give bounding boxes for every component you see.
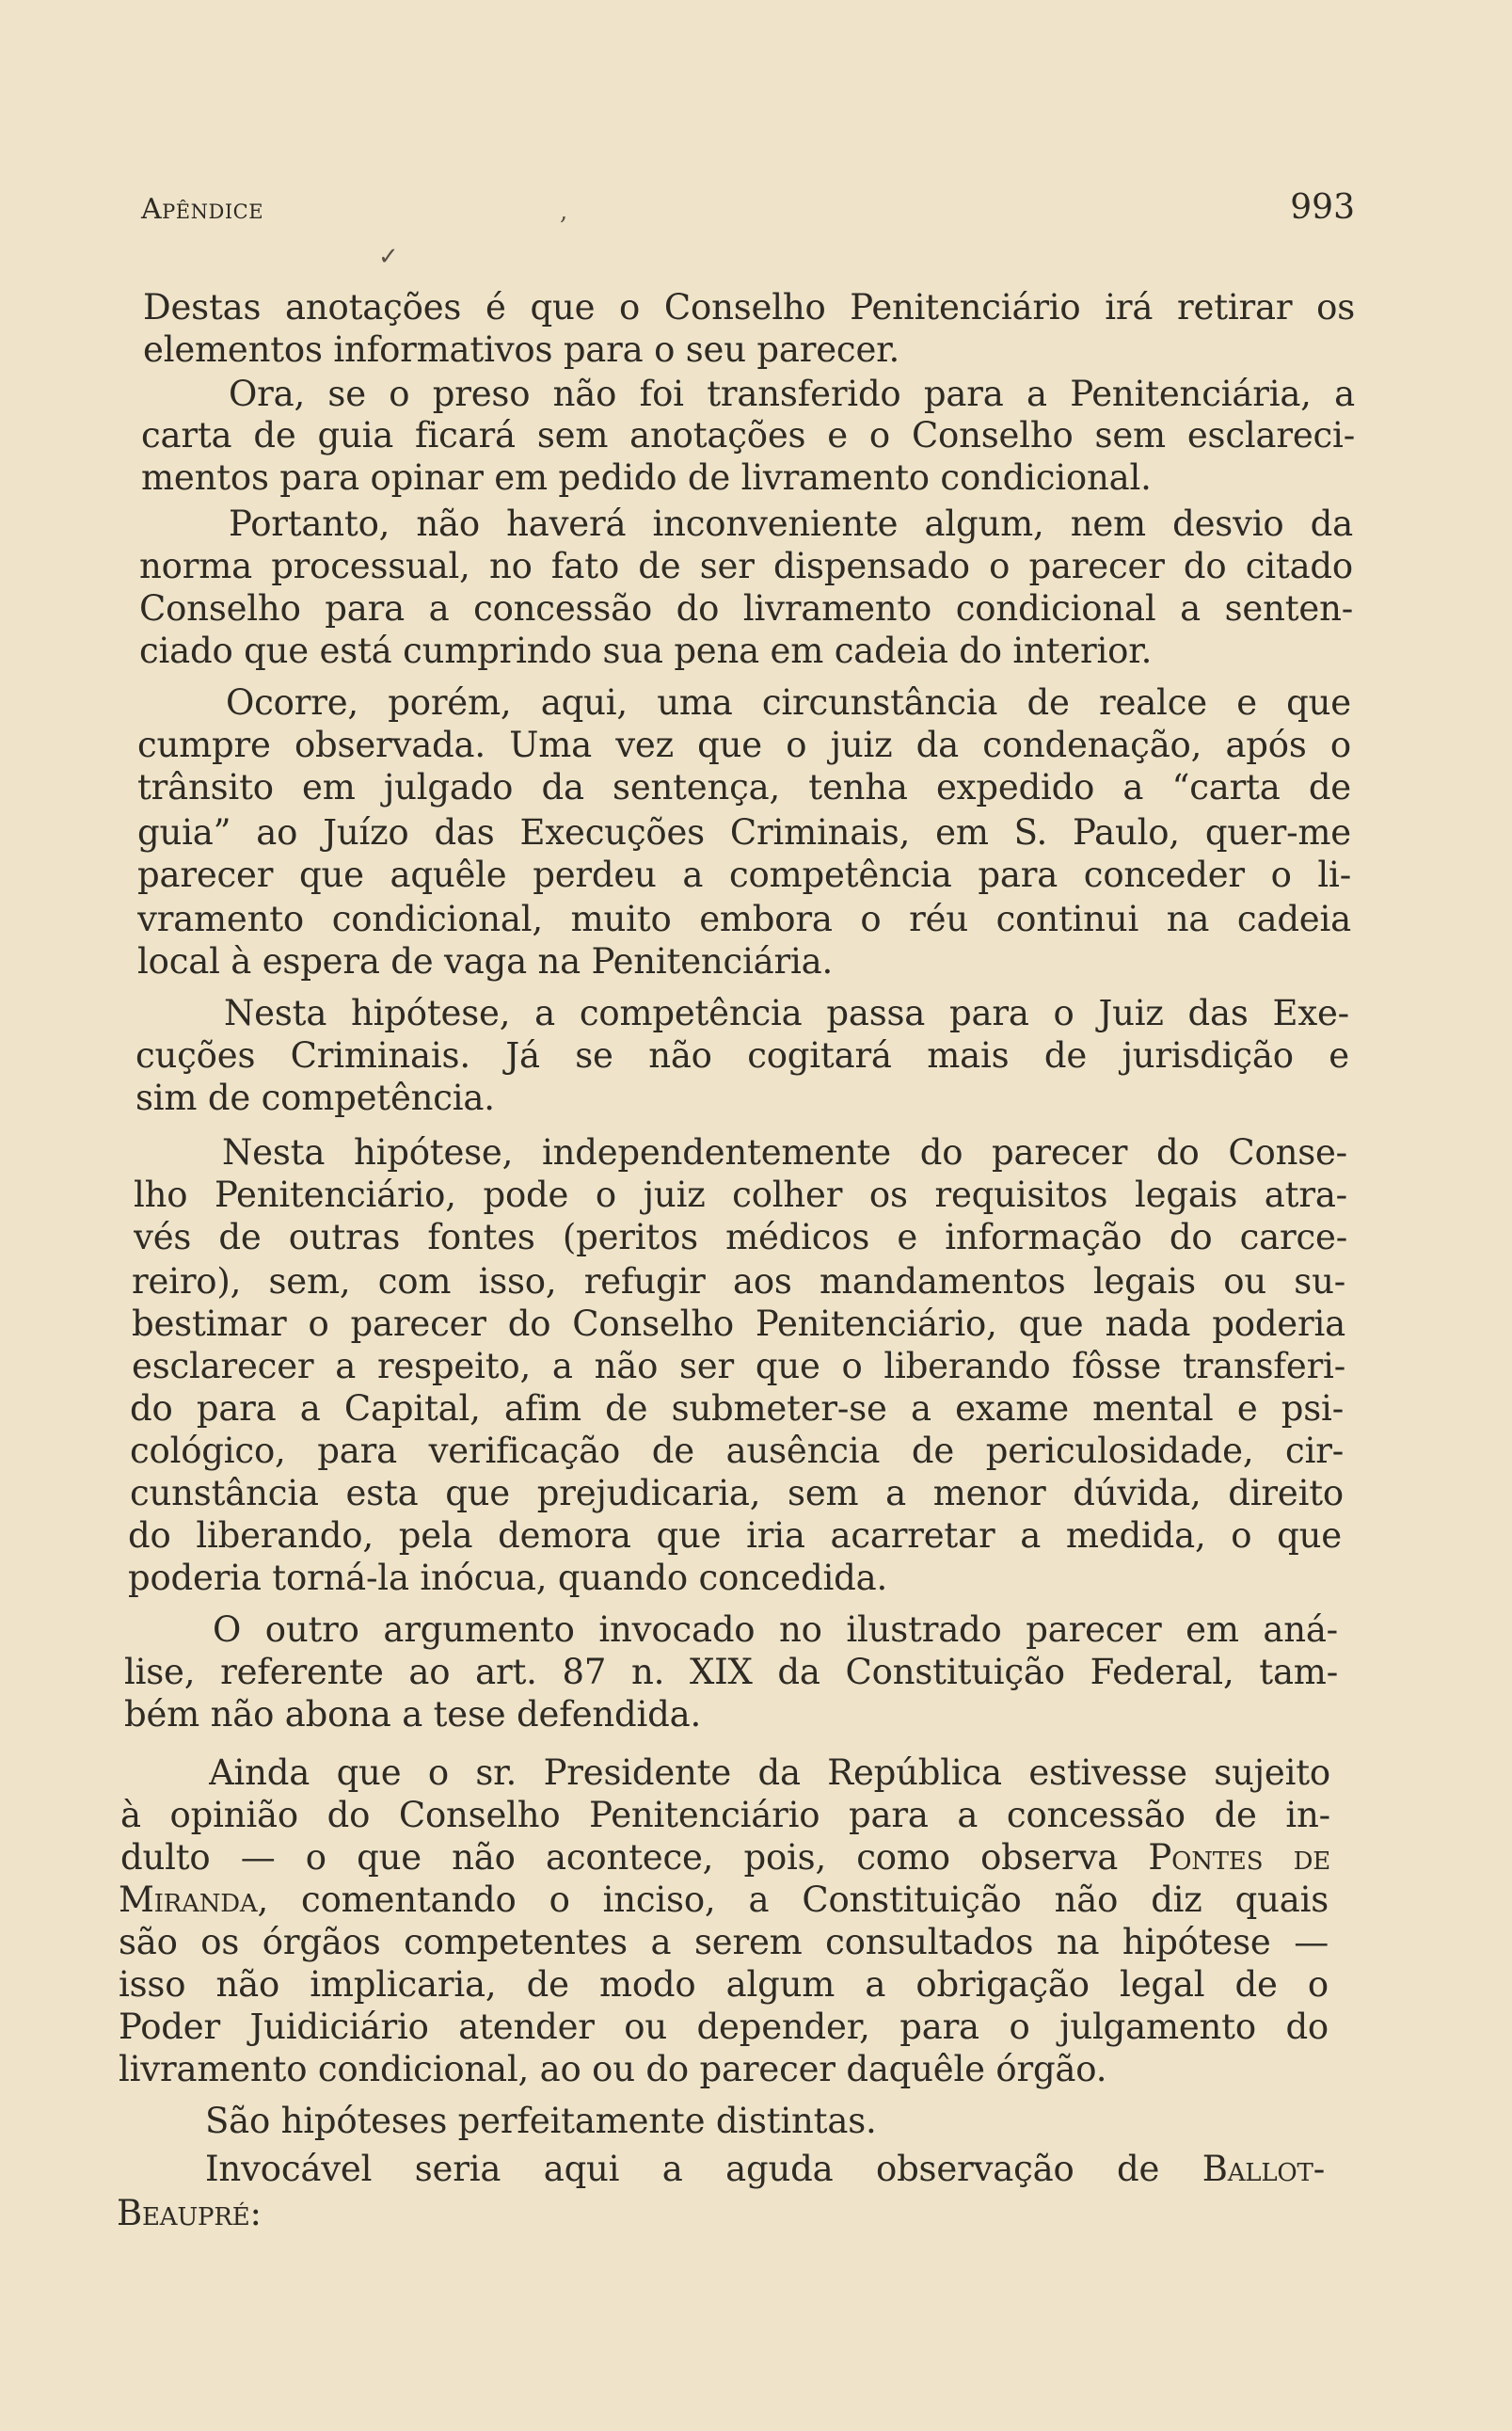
text-line: Ainda que o sr. Presidente da República estivesse sujeito <box>209 1752 1330 1793</box>
text-line: à opinião do Conselho Penitenciário para a concessão de in- <box>120 1795 1330 1835</box>
text-line: são os órgãos competentes a serem consultados na hipótese — <box>119 1922 1329 1962</box>
text-line: Ora, se o preso não foi transferido para a Penitenciária, a <box>229 374 1355 414</box>
text-line: Poder Juidiciário atender ou depender, para o julgamento do <box>119 2007 1329 2047</box>
text-line: Beaupré: <box>117 2193 262 2233</box>
text-line: bém não abona a tese defendida. <box>124 1694 702 1735</box>
author-name: Pontes de <box>1148 1837 1330 1878</box>
text-line: O outro argumento invocado no ilustrado parecer em aná- <box>213 1609 1338 1650</box>
text-line: reiro), sem, com isso, refugir aos mandamentos legais ou su- <box>132 1261 1345 1302</box>
author-name: Miranda <box>119 1879 258 1920</box>
text-line: isso não implicaria, de modo algum a obrigação legal de o <box>119 1964 1329 2005</box>
text-line: esclarecer a respeito, a não ser que o liberando fôsse transferi- <box>132 1346 1345 1386</box>
author-name: Ballot- <box>1202 2149 1325 2189</box>
text-line: Conselho para a concessão do livramento condicional a senten- <box>139 588 1353 629</box>
text-line: mentos para opinar em pedido de livramento condicional. <box>141 457 1152 498</box>
text-line: cunstância esta que prejudicaria, sem a menor dúvida, direito <box>130 1473 1344 1513</box>
text-line: vés de outras fontes (peritos médicos e informação do carce- <box>134 1217 1347 1257</box>
text-line: livramento condicional, ao ou do parecer daquêle órgão. <box>119 2049 1107 2089</box>
text-line: poderia torná-la inócua, quando concedida. <box>128 1558 888 1598</box>
text-line: carta de guia ficará sem anotações e o Conselho sem esclareci- <box>141 415 1355 456</box>
text-line: lise, referente ao art. 87 n. XIX da Constituição Federal, tam- <box>124 1652 1338 1692</box>
text-line: guia” ao Juízo das Execuções Criminais, em S. Paulo, quer-me <box>137 812 1351 853</box>
text-line: lho Penitenciário, pode o juiz colher os requisitos legais atra- <box>134 1175 1347 1215</box>
text-line: norma processual, no fato de ser dispensado o parecer do citado <box>139 546 1353 586</box>
text-line: vramento condicional, muito embora o réu continui na cadeia <box>137 899 1351 939</box>
text-line: sim de competência. <box>135 1078 495 1118</box>
text-line: São hipóteses perfeitamente distintas. <box>205 2101 877 2141</box>
text-line: Portanto, não haverá inconveniente algum, nem desvio da <box>229 504 1353 544</box>
text-line: trânsito em julgado da sentença, tenha expedido a “carta de <box>137 767 1351 808</box>
text-line: parecer que aquêle perdeu a competência para conceder o li- <box>137 855 1351 895</box>
text-line: Destas anotações é que o Conselho Penitenciário irá retirar os <box>143 287 1355 328</box>
text-line: cuções Criminais. Já se não cogitará mais de jurisdição e <box>135 1035 1349 1076</box>
text-line: local à espera de vaga na Penitenciária. <box>137 941 834 982</box>
text-line: elementos informativos para o seu parecer. <box>143 329 900 370</box>
text-line: bestimar o parecer do Conselho Penitenciário, que nada poderia <box>132 1303 1345 1344</box>
stray-comma-mark: , <box>560 198 568 226</box>
text-line: do para a Capital, afim de submeter-se a exame mental e psi- <box>130 1388 1344 1429</box>
text-line: Nesta hipótese, independentemente do parecer do Conse- <box>222 1132 1347 1173</box>
text-line: dulto — o que não acontece, pois, como observa Pontes de <box>120 1837 1330 1878</box>
text-line: cológico, para verificação de ausência de periculosidade, cir- <box>130 1431 1344 1471</box>
page-number: 993 <box>1290 188 1355 227</box>
text-line: Nesta hipótese, a competência passa para o Juiz das Exe- <box>224 993 1349 1033</box>
text-line: Miranda, comentando o inciso, a Constituição não diz quais <box>119 1879 1329 1920</box>
text-line: do liberando, pela demora que iria acarretar a medida, o que <box>128 1515 1342 1556</box>
text-line: ciado que está cumprindo sua pena em cadeia do interior. <box>139 631 1153 671</box>
text-line: Ocorre, porém, aqui, uma circunstância de realce e que <box>226 682 1351 723</box>
text-line: Invocável seria aqui a aguda observação de Ballot- <box>205 2149 1325 2189</box>
running-header-section: Apêndice <box>141 193 264 226</box>
text-line: cumpre observada. Uma vez que o juiz da condenação, após o <box>137 725 1351 765</box>
check-mark-icon: ✓ <box>378 243 399 271</box>
